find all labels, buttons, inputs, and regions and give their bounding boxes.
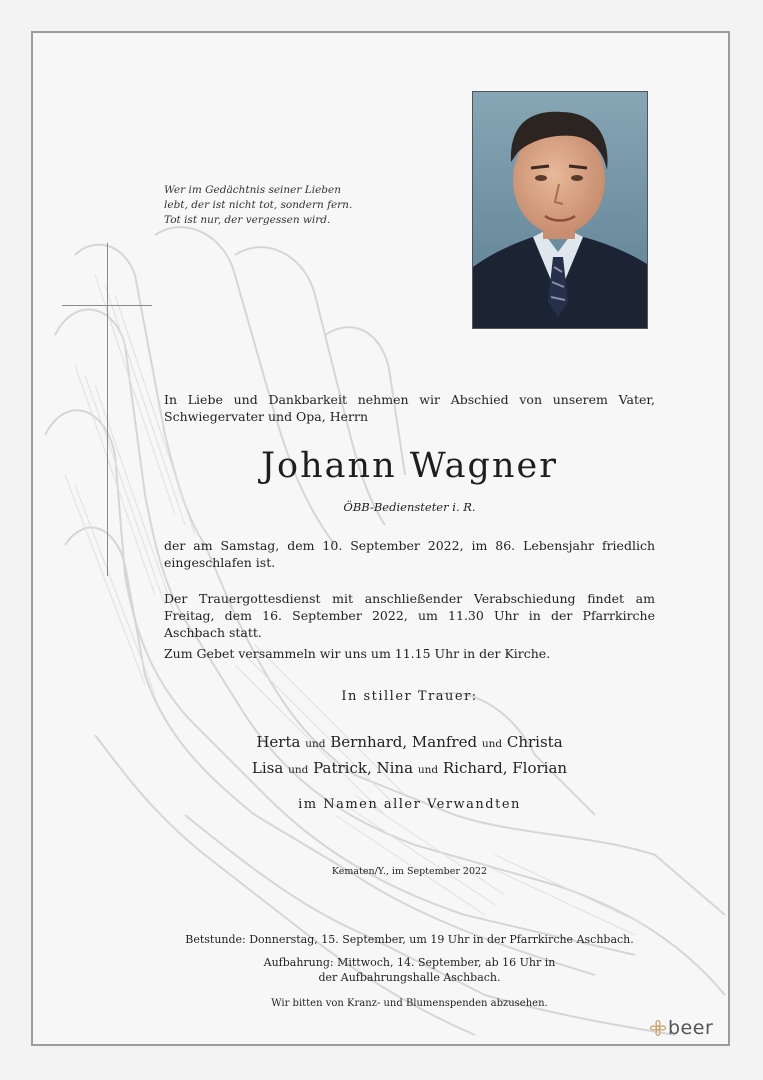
- flower-icon: [650, 1020, 666, 1036]
- death-notice-text: der am Samstag, dem 10. September 2022, im 86. Lebensjahr friedlich eingeschlafen ist.: [164, 538, 655, 570]
- mourner-name: Bernhard, Manfred: [330, 733, 478, 751]
- memorial-quote: [164, 183, 424, 228]
- funeral-service-text: Der Trauergottesdienst mit anschließender Verabschiedung findet am Freitag, dem 16. September 2022, um 11.30 Uhr in der Pfarrkirche Aschbach statt.: [164, 591, 655, 640]
- mourner-name: Christa: [506, 733, 563, 751]
- deceased-name: Johann Wagner: [261, 446, 558, 486]
- intro-text: In Liebe und Dankbarkeit nehmen wir Abschied von unserem Vater, Schwiegervater und Opa, Herrn: [164, 392, 655, 424]
- place-date: Kematen/Y., im September 2022: [331, 866, 488, 877]
- mourner-name: Herta: [256, 733, 301, 751]
- beer-logo: [650, 1016, 713, 1040]
- laying-out-line: der Aufbahrungshalle Aschbach.: [318, 971, 501, 984]
- quote-line: Wer im Gedächtnis seiner Lieben: [164, 184, 341, 196]
- cross-vertical-bar: [107, 243, 108, 576]
- donation-request: Wir bitten von Kranz- und Blumenspenden abzusehen.: [271, 998, 548, 1009]
- quote-line: Tot ist nur, der vergessen wird.: [164, 214, 331, 226]
- portrait-photo: [472, 91, 648, 329]
- deceased-title: ÖBB-Bediensteter i. R.: [343, 500, 476, 514]
- laying-out-line: Aufbahrung: Mittwoch, 14. September, ab 16 Uhr in: [263, 956, 556, 969]
- logo-text: beer: [668, 1017, 714, 1039]
- mourner-name: Patrick, Nina: [313, 759, 414, 777]
- mourner-name: Lisa: [251, 759, 284, 777]
- conjunction: und: [305, 738, 326, 750]
- mourners-line: [164, 756, 655, 782]
- vigil-notice: Betstunde: Donnerstag, 15. September, um 19 Uhr in der Pfarrkirche Aschbach.: [185, 933, 634, 946]
- mourners-list: [164, 730, 655, 782]
- laying-out-notice: [164, 955, 655, 985]
- conjunction: und: [417, 764, 439, 776]
- mourning-heading: In stiller Trauer:: [341, 689, 478, 704]
- cross-horizontal-bar: [62, 305, 152, 306]
- mourner-name: Richard, Florian: [442, 759, 568, 777]
- prayer-text: Zum Gebet versammeln wir uns um 11.15 Uhr in der Kirche.: [164, 646, 551, 661]
- conjunction: und: [288, 764, 309, 776]
- conjunction: und: [481, 738, 503, 750]
- relatives-text: im Namen aller Verwandten: [298, 797, 521, 812]
- mourners-line: [164, 730, 655, 756]
- quote-line: lebt, der ist nicht tot, sondern fern.: [164, 199, 353, 211]
